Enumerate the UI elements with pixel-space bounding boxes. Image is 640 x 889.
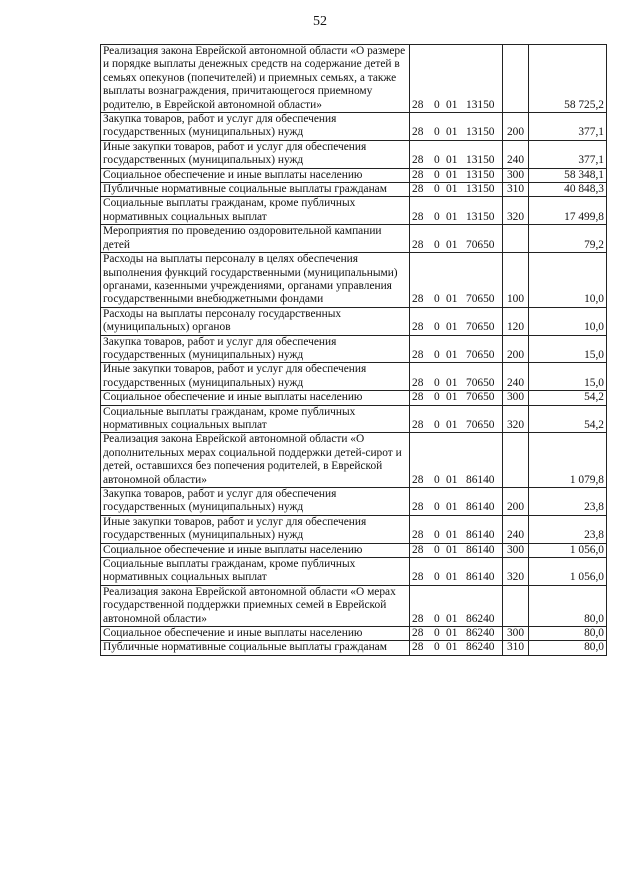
amount-cell: 80,0 [529,585,607,626]
code-main-action: 01 [446,473,458,486]
expense-name-cell: Социальное обеспечение и иные выплаты населению [101,627,410,641]
target-article-cell [410,168,503,182]
table-row [101,585,607,626]
table-row [101,405,607,433]
code-main-action: 01 [446,348,458,361]
code-subprogram: 0 [434,238,440,251]
target-article-cell [410,391,503,405]
code-direction: 86140 [466,529,495,542]
amount-cell: 10,0 [529,253,607,308]
expense-type-cell: 310 [503,641,529,655]
code-subprogram: 0 [434,543,440,556]
code-direction: 70650 [466,376,495,389]
expense-name-cell: Иные закупки товаров, работ и услуг для обеспечения государственных (муниципальных) нужд [101,515,410,543]
expense-type-cell: 240 [503,363,529,391]
expense-type-cell [503,433,529,488]
table-row [101,335,607,363]
table-row [101,558,607,586]
expense-name-cell: Реализация закона Еврейской автономной области «О размере и порядке выплаты денежных средств на содержание детей в семьях опекунов (попечителей) и приемных семьях, а также выплаты вознаграждения, причитающегося приемному родителю, в Еврейской автономной области» [101,45,410,113]
target-article-cell [410,585,503,626]
expense-name-cell: Социальные выплаты гражданам, кроме публичных нормативных социальных выплат [101,405,410,433]
code-direction: 86240 [466,612,495,625]
amount-cell: 23,8 [529,488,607,516]
expense-name-cell: Социальное обеспечение и иные выплаты населению [101,543,410,557]
target-article-cell [410,515,503,543]
code-direction: 86140 [466,501,495,514]
code-main-action: 01 [446,612,458,625]
table-row [101,543,607,557]
code-subprogram: 0 [434,376,440,389]
target-article-cell [410,488,503,516]
expense-name-cell: Мероприятия по проведению оздоровительной кампании детей [101,225,410,253]
amount-cell: 79,2 [529,225,607,253]
table-row [101,140,607,168]
code-program: 28 [412,543,424,556]
target-article-cell [410,225,503,253]
expense-name-cell: Расходы на выплаты персоналу государственных (муниципальных) органов [101,307,410,335]
code-direction: 13150 [466,183,495,196]
table-row [101,45,607,113]
code-program: 28 [412,418,424,431]
expense-type-cell: 200 [503,113,529,141]
code-program: 28 [412,641,424,654]
code-program: 28 [412,391,424,404]
code-main-action: 01 [446,418,458,431]
target-article-cell [410,558,503,586]
target-article-cell [410,335,503,363]
table-row [101,488,607,516]
code-subprogram: 0 [434,418,440,431]
code-direction: 13150 [466,210,495,223]
target-article-cell [410,543,503,557]
amount-cell: 17 499,8 [529,197,607,225]
table-row [101,168,607,182]
code-subprogram: 0 [434,168,440,181]
target-article-cell [410,363,503,391]
code-subprogram: 0 [434,348,440,361]
expense-type-cell: 300 [503,627,529,641]
target-article-cell [410,113,503,141]
code-subprogram: 0 [434,321,440,334]
code-direction: 70650 [466,391,495,404]
table-row [101,113,607,141]
code-direction: 86140 [466,571,495,584]
code-subprogram: 0 [434,183,440,196]
code-main-action: 01 [446,168,458,181]
code-program: 28 [412,210,424,223]
code-subprogram: 0 [434,391,440,404]
code-direction: 70650 [466,348,495,361]
code-subprogram: 0 [434,627,440,640]
code-direction: 13150 [466,154,495,167]
table-row [101,225,607,253]
code-main-action: 01 [446,238,458,251]
code-subprogram: 0 [434,473,440,486]
amount-cell: 23,8 [529,515,607,543]
code-main-action: 01 [446,293,458,306]
expense-type-cell: 200 [503,335,529,363]
table-row [101,627,607,641]
amount-cell: 58 348,1 [529,168,607,182]
code-main-action: 01 [446,529,458,542]
expense-name-cell: Публичные нормативные социальные выплаты гражданам [101,641,410,655]
expense-type-cell: 120 [503,307,529,335]
expense-name-cell: Закупка товаров, работ и услуг для обеспечения государственных (муниципальных) нужд [101,113,410,141]
amount-cell: 1 079,8 [529,433,607,488]
code-program: 28 [412,183,424,196]
table-row [101,253,607,308]
expense-name-cell: Социальные выплаты гражданам, кроме публичных нормативных социальных выплат [101,197,410,225]
code-direction: 86240 [466,641,495,654]
expense-name-cell: Закупка товаров, работ и услуг для обеспечения государственных (муниципальных) нужд [101,488,410,516]
code-direction: 13150 [466,168,495,181]
amount-cell: 10,0 [529,307,607,335]
amount-cell: 54,2 [529,391,607,405]
expense-name-cell: Иные закупки товаров, работ и услуг для обеспечения государственных (муниципальных) нужд [101,140,410,168]
code-main-action: 01 [446,627,458,640]
table-row [101,391,607,405]
code-program: 28 [412,98,424,111]
amount-cell: 54,2 [529,405,607,433]
code-main-action: 01 [446,183,458,196]
expense-type-cell [503,585,529,626]
table-row [101,307,607,335]
code-main-action: 01 [446,126,458,139]
target-article-cell [410,140,503,168]
expense-type-cell: 320 [503,558,529,586]
code-program: 28 [412,529,424,542]
code-program: 28 [412,238,424,251]
code-main-action: 01 [446,321,458,334]
amount-cell: 15,0 [529,335,607,363]
code-subprogram: 0 [434,154,440,167]
code-subprogram: 0 [434,641,440,654]
expense-name-cell: Реализация закона Еврейской автономной области «О мерах государственной поддержки приемных семей в Еврейской автономной области» [101,585,410,626]
expense-name-cell: Социальное обеспечение и иные выплаты населению [101,168,410,182]
code-program: 28 [412,501,424,514]
table-row [101,515,607,543]
amount-cell: 80,0 [529,627,607,641]
code-subprogram: 0 [434,612,440,625]
target-article-cell [410,197,503,225]
code-main-action: 01 [446,391,458,404]
code-main-action: 01 [446,210,458,223]
amount-cell: 40 848,3 [529,183,607,197]
amount-cell: 377,1 [529,113,607,141]
target-article-cell [410,433,503,488]
code-program: 28 [412,293,424,306]
code-main-action: 01 [446,376,458,389]
code-program: 28 [412,571,424,584]
expense-name-cell: Публичные нормативные социальные выплаты гражданам [101,183,410,197]
code-program: 28 [412,348,424,361]
expense-name-cell: Иные закупки товаров, работ и услуг для обеспечения государственных (муниципальных) нужд [101,363,410,391]
table-row [101,363,607,391]
code-main-action: 01 [446,501,458,514]
code-program: 28 [412,627,424,640]
table-row [101,641,607,655]
code-main-action: 01 [446,641,458,654]
expense-name-cell: Реализация закона Еврейской автономной области «О дополнительных мерах социальной поддержки детей-сирот и детей, оставшихся без попечения родителей, в Еврейской автономной области» [101,433,410,488]
code-direction: 86240 [466,627,495,640]
expense-name-cell: Закупка товаров, работ и услуг для обеспечения государственных (муниципальных) нужд [101,335,410,363]
target-article-cell [410,405,503,433]
target-article-cell [410,307,503,335]
code-program: 28 [412,473,424,486]
code-main-action: 01 [446,543,458,556]
expense-type-cell: 310 [503,183,529,197]
code-program: 28 [412,321,424,334]
code-direction: 86140 [466,543,495,556]
table-row [101,433,607,488]
code-direction: 86140 [466,473,495,486]
target-article-cell [410,627,503,641]
target-article-cell [410,641,503,655]
amount-cell: 1 056,0 [529,543,607,557]
expense-type-cell: 240 [503,515,529,543]
amount-cell: 15,0 [529,363,607,391]
budget-table [100,44,607,656]
code-program: 28 [412,376,424,389]
expense-name-cell: Социальное обеспечение и иные выплаты населению [101,391,410,405]
expense-type-cell: 320 [503,197,529,225]
code-subprogram: 0 [434,529,440,542]
amount-cell: 1 056,0 [529,558,607,586]
code-program: 28 [412,612,424,625]
expense-type-cell: 300 [503,168,529,182]
table-row [101,183,607,197]
expense-type-cell: 300 [503,391,529,405]
amount-cell: 58 725,2 [529,45,607,113]
expense-type-cell: 300 [503,543,529,557]
table-row [101,197,607,225]
amount-cell: 80,0 [529,641,607,655]
expense-type-cell [503,45,529,113]
code-direction: 13150 [466,126,495,139]
expense-type-cell: 200 [503,488,529,516]
target-article-cell [410,45,503,113]
code-direction: 70650 [466,293,495,306]
expense-name-cell: Расходы на выплаты персоналу в целях обеспечения выполнения функций государственными (муниципальными) органами, казенными учреждениями, органами управления государственными внебюджетными фондами [101,253,410,308]
code-subprogram: 0 [434,501,440,514]
code-subprogram: 0 [434,571,440,584]
target-article-cell [410,183,503,197]
code-direction: 70650 [466,321,495,334]
target-article-cell [410,253,503,308]
code-program: 28 [412,126,424,139]
expense-type-cell [503,225,529,253]
code-subprogram: 0 [434,293,440,306]
code-direction: 70650 [466,418,495,431]
code-direction: 13150 [466,98,495,111]
code-program: 28 [412,154,424,167]
budget-table-body [101,45,607,656]
page-number: 52 [313,14,327,29]
expense-type-cell: 100 [503,253,529,308]
code-subprogram: 0 [434,98,440,111]
code-main-action: 01 [446,571,458,584]
expense-type-cell: 320 [503,405,529,433]
code-main-action: 01 [446,98,458,111]
code-main-action: 01 [446,154,458,167]
code-subprogram: 0 [434,210,440,223]
code-direction: 70650 [466,238,495,251]
amount-cell: 377,1 [529,140,607,168]
expense-name-cell: Социальные выплаты гражданам, кроме публичных нормативных социальных выплат [101,558,410,586]
code-subprogram: 0 [434,126,440,139]
expense-type-cell: 240 [503,140,529,168]
code-program: 28 [412,168,424,181]
